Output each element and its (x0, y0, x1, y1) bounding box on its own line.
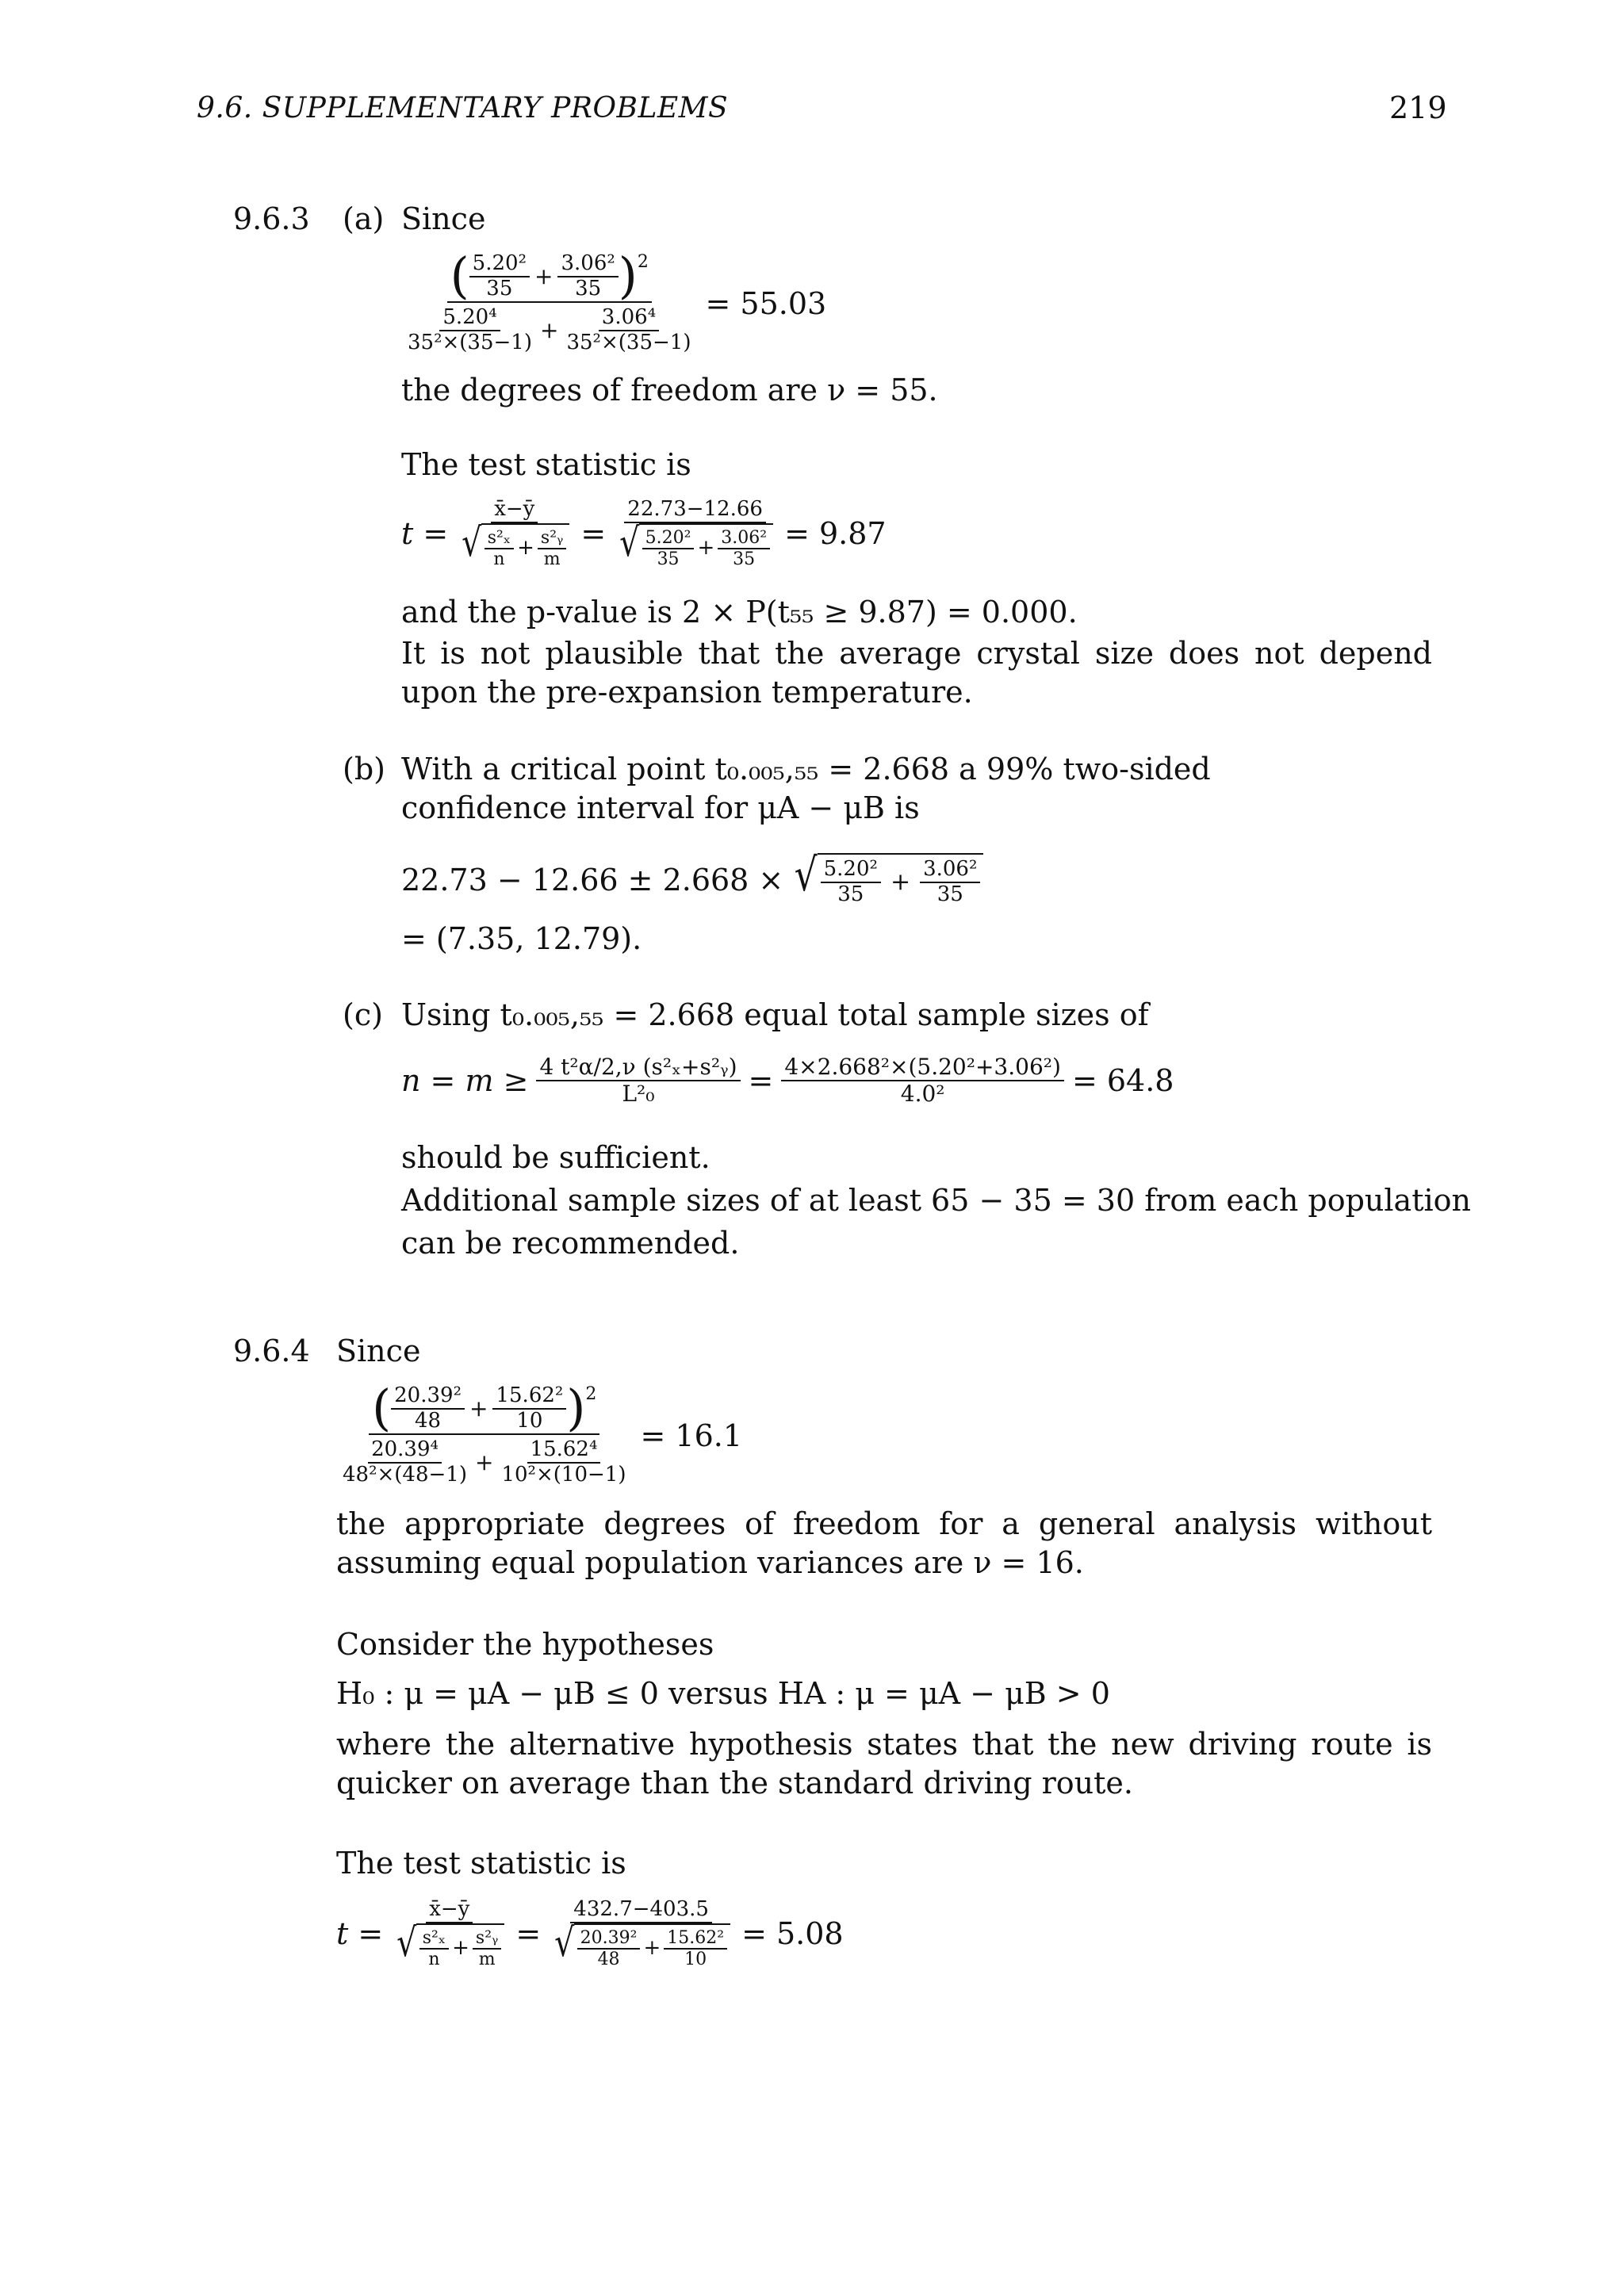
df4-den-term2: 15.62⁴ (527, 1438, 601, 1464)
equals-sign: = (580, 516, 607, 552)
ss-val-num: 4×2.668²×(5.20²+3.06²) (781, 1054, 1064, 1081)
part-a-since: Since (401, 201, 486, 236)
pvalue-963: and the p-value is 2 × P(t₅₅ ≥ 9.87) = 0.000. (401, 595, 1078, 629)
problem-number-963: 9.6.3 (233, 201, 310, 236)
t-den-sx: s²ₓ (485, 528, 514, 549)
t4-num-values: 432.7−403.5 (570, 1898, 712, 1923)
test-intro-963: The test statistic is (401, 447, 691, 482)
ci-term2: 3.06² (920, 858, 980, 883)
t4-den-val2-n: 10 (684, 1950, 707, 1970)
ss-sym-den: L²₀ (622, 1081, 655, 1108)
ss-result: = 64.8 (1071, 1063, 1174, 1099)
df4-den-term1: 20.39⁴ (368, 1438, 442, 1464)
df-result-964: = 16.1 (640, 1418, 742, 1453)
t-den-val1: 5.20² (642, 528, 695, 549)
part-a-label: (a) (343, 201, 385, 236)
part-b-text: With a critical point t₀.₀₀₅,₅₅ = 2.668 a 99% two-sided confidence interval for μA − μB is (401, 752, 1211, 826)
t-num-values: 22.73−12.66 (624, 498, 766, 523)
t-num-symbolic: x̄−ȳ (491, 498, 538, 523)
hyp-intro: Consider the hypotheses (336, 1627, 714, 1662)
hypotheses: H₀ : μ = μA − μB ≤ 0 versus HA : μ = μA − μB > 0 (336, 1676, 1110, 1711)
df-formula-964: ( $\frac{\text{20.39²}}{48}$ + $\frac{\text{15.62²}}{10}$ ) $^2$ $\frac{\text{20.39⁴}}{\text{48²×(48−1)}}$ + $\frac{\text{15.62⁴}}{\text{10²×(10−1)}}$ = 16.1 (336, 1384, 750, 1487)
ci-expr-text: 22.73 − 12.66 ± 2.668 × (401, 862, 784, 897)
part-b-label: (b) (343, 752, 385, 786)
df-text-964: the appropriate degrees of freedom for a general analysis without assuming equal population variances are ν = 16. (336, 1506, 1432, 1581)
t4-den-sy: s²ᵧ (473, 1928, 501, 1950)
t-den-n: n (493, 549, 505, 570)
df-den-term2-n: 35²×(35−1) (566, 330, 691, 354)
t-den-sy: s²ᵧ (538, 528, 566, 549)
df-num-term1: 5.20² (469, 252, 530, 277)
t4-den-val1: 20.39² (577, 1928, 641, 1950)
df-result-963: = 55.03 (705, 285, 827, 321)
df4-den-term1-n: 48²×(48−1) (343, 1462, 467, 1487)
t-den-val2: 3.06² (718, 528, 770, 549)
page-number: 219 (1389, 90, 1447, 125)
t-den-m: m (543, 549, 561, 570)
t-result-964: = 5.08 (741, 1916, 844, 1952)
df-num-term2-n: 35 (575, 276, 602, 300)
since-964: Since (336, 1334, 421, 1368)
df-den-term1-n: 35²×(35−1) (408, 330, 532, 354)
t4-lhs: t = (336, 1916, 384, 1952)
conclusion-963: It is not plausible that the average crystal size does not depend upon the pre-expansion temperature. (401, 636, 1432, 710)
t-den-val2-n: 35 (733, 549, 756, 570)
t4-den-sx: s²ₓ (419, 1928, 449, 1950)
df4-num-term2: 15.62² (492, 1384, 566, 1410)
ci-plus: + (890, 868, 911, 897)
df-den-term2: 3.06⁴ (599, 306, 659, 331)
df-formula-963: ( $\frac{\text{5.20²}}{35}$ + $\frac{\text{3.06²}}{35}$ ) $^2$ $\frac{\text{5.20⁴}}{\text{35²×(35−1)}}$ + $\frac{\text{3.06⁴}}{\text{35²×(35−1)}}$ = 55.03 (401, 252, 834, 355)
t4-den-n: n (428, 1950, 440, 1970)
part-c-text: Using t₀.₀₀₅,₅₅ = 2.668 equal total sample sizes of (401, 997, 1149, 1032)
t-statistic-964: t = x̄−ȳ √ $\frac{\text{s²ₓ}}{n}$ + $\frac{\text{s²ᵧ}}{m}$ = 432.7−403.5 √ $\frac{\text{20.39²}}{48}$ + $\frac{\text{15.62²}}{10}$ = 5.08 (336, 1897, 844, 1970)
running-header: 9.6. SUPPLEMENTARY PROBLEMS (197, 92, 729, 124)
df4-num-term1-n: 48 (415, 1408, 442, 1433)
ss-sym-num: 4 t²α/2,ν (s²ₓ+s²ᵧ) (536, 1054, 740, 1081)
hyp-text: where the alternative hypothesis states that the new driving route is quicker on average than the standard driving route. (336, 1727, 1432, 1801)
ci-term1-n: 35 (837, 882, 864, 906)
ci-term2-n: 35 (936, 882, 963, 906)
t-statistic-963: t = x̄−ȳ √ $\frac{\text{s²ₓ}}{n}$ + $\frac{\text{s²ᵧ}}{m}$ = 22.73−12.66 √ $\frac{\text{5.20²}}{35}$ + $\frac{\text{3.06²}}{35}$ = 9.87 (401, 497, 887, 570)
part-c-line1: should be sufficient. (401, 1140, 710, 1175)
ss-equals: = (748, 1063, 774, 1099)
df-text-963: the degrees of freedom are ν = 55. (401, 373, 938, 408)
t4-den-val2: 15.62² (664, 1928, 727, 1950)
t4-den-val1-n: 48 (597, 1950, 620, 1970)
ss-val-den: 4.0² (900, 1081, 945, 1108)
part-c-line3: can be recommended. (401, 1226, 740, 1261)
t4-num-symbolic: x̄−ȳ (426, 1898, 473, 1923)
df-num-term2: 3.06² (557, 252, 618, 277)
ci-expression: 22.73 − 12.66 ± 2.668 × √ $\frac{\text{5.20²}}{35}$ + $\frac{\text{3.06²}}{35}$ (401, 853, 991, 907)
df-num-square: 2 (637, 252, 649, 272)
df4-num-term2-n: 10 (516, 1408, 543, 1433)
df4-num-term1: 20.39² (391, 1384, 465, 1410)
df-num-term1-n: 35 (486, 276, 513, 300)
t4-den-m: m (478, 1950, 496, 1970)
df-den-term1: 5.20⁴ (439, 306, 500, 331)
df4-num-square: 2 (585, 1384, 597, 1404)
df4-den-term2-n: 10²×(10−1) (501, 1462, 626, 1487)
t4-equals: = (515, 1916, 542, 1952)
ss-lhs: n = m ≥ (401, 1063, 529, 1099)
t-lhs: t = (401, 516, 449, 552)
problem-number-964: 9.6.4 (233, 1334, 310, 1368)
part-c-line2: Additional sample sizes of at least 65 − 35 = 30 from each population (401, 1183, 1471, 1218)
t-result-963: = 9.87 (784, 516, 887, 552)
t-den-val1-n: 35 (657, 549, 680, 570)
sample-size-formula (401, 1054, 1182, 1107)
ci-result: = (7.35, 12.79). (401, 921, 642, 956)
test-intro-964: The test statistic is (336, 1846, 626, 1881)
ci-term1: 5.20² (821, 858, 881, 883)
part-c-label: (c) (343, 997, 383, 1032)
